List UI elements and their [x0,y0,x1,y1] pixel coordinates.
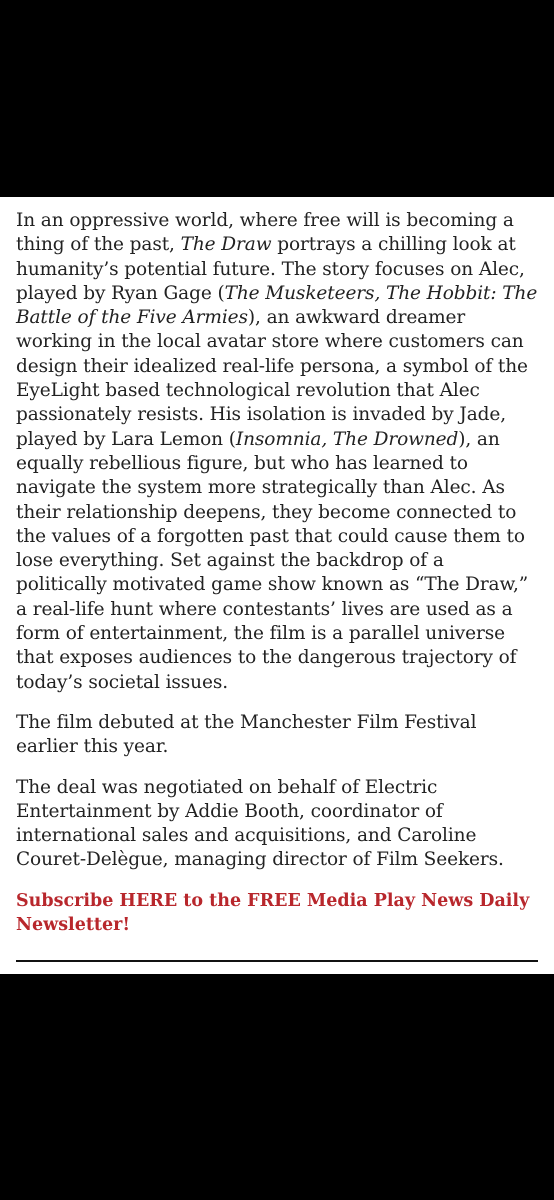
article-paragraph-3: The deal was negotiated on behalf of Electric Entertainment by Addie Booth, coordinator of international sales and acquisitions, and Caroline Couret-Delègue, managing director of Film Seekers. [16,776,504,871]
p1-italic-credits-lara-lemon: Insomnia, The Drowned [235,428,459,450]
subscribe-newsletter-link[interactable]: Subscribe HERE to the FREE Media Play News Daily Newsletter! [16,890,530,935]
p1-text-1: In an oppressive world, where free will is becoming a thing of the past, [16,210,514,256]
p1-italic-credits-ryan-gage: The Musketeers, The Hobbit: The Battle of the Five Armies [16,282,538,329]
p1-text-2: portrays a chilling look at humanity’s potential future. The story focuses on Alec, played by Ryan Gage ( [16,234,525,304]
article-paragraph-1 [16,209,538,695]
p1-text-3: ), an awkward dreamer working in the local avatar store where customers can design their idealized real-life persona, a symbol of the EyeLight based technological revolution that Alec passionately resists. His isolation is invaded by Jade, played by Lara Lemon ( [16,307,528,450]
bottom-black-area [0,974,554,1200]
article-paragraph-2: The film debuted at the Manchester Film Festival earlier this year. [16,711,477,758]
article-body [0,197,554,974]
top-black-area [0,0,554,197]
p1-text-4: ), an equally rebellious figure, but who has learned to navigate the system more strategically than Alec. As their relationship deepens, they become connected to the values of a forgotten past that could cause them to lose everything. Set against the backdrop of a politically motivated game show known as “The Draw,” a real-life hunt where contestants’ lives are used as a form of entertainment, the film is a parallel universe that exposes audiences to the dangerous trajectory of today’s societal issues. [16,428,529,693]
divider-line [16,960,538,962]
p1-italic-title-the-draw: The Draw [180,234,272,256]
